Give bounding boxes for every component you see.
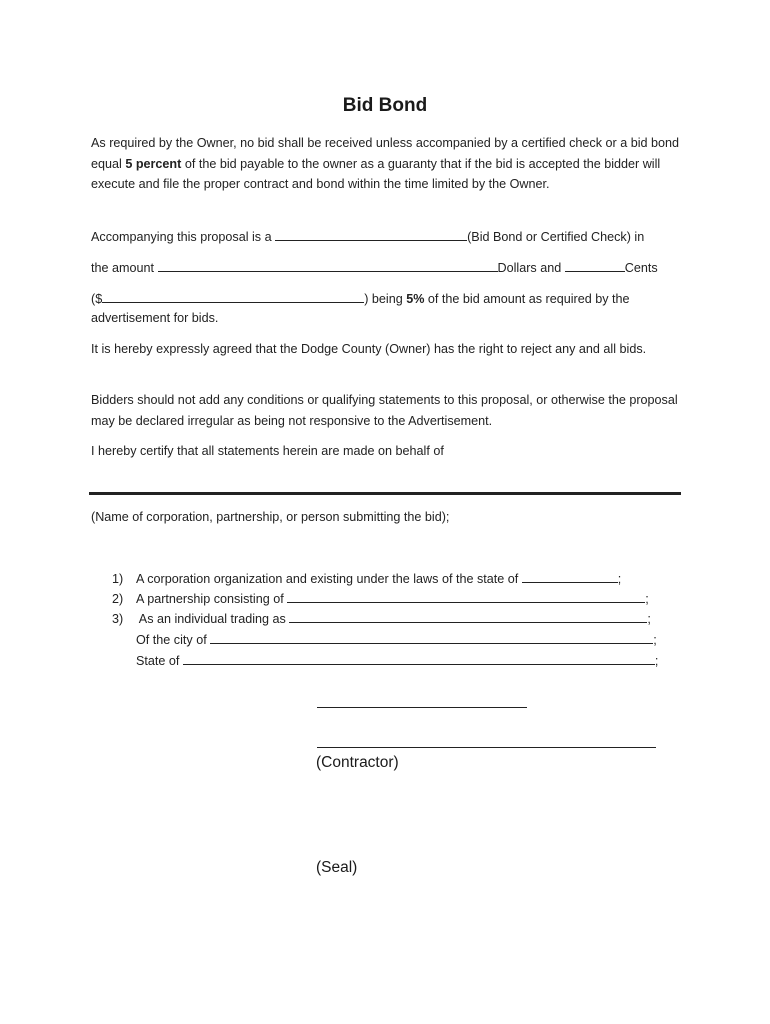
state-end: ; xyxy=(654,654,659,668)
list-text: A corporation organization and existing under the laws of the state of xyxy=(136,572,522,586)
requirement-text-b: of the bid payable to the owner as a guaranty that if the bid is accepted the bidder will execute and file the proper contract and bond within the time limited by the Owner. xyxy=(91,156,661,191)
amount-line xyxy=(91,257,658,278)
bidder-name-field[interactable] xyxy=(89,492,681,495)
conditions-paragraph: Bidders should not add any conditions or qualifying statements to this proposal, or otherwise the proposal may be declared irregular as being not responsive to the Advertisement. xyxy=(91,393,678,428)
accompanying-line xyxy=(91,226,644,247)
list-item xyxy=(112,608,651,629)
city-field[interactable] xyxy=(210,629,653,644)
accompanying-label: Accompanying this proposal is a xyxy=(91,230,276,244)
trading-as-field[interactable] xyxy=(289,608,647,623)
city-end: ; xyxy=(653,633,657,647)
contractor-name-line[interactable] xyxy=(317,747,656,748)
cents-label: Cents xyxy=(624,261,658,275)
five-percent: 5% xyxy=(406,292,425,306)
city-label: Of the city of xyxy=(136,633,211,647)
amount-label: the amount xyxy=(91,261,158,275)
list-end: ; xyxy=(645,592,649,606)
list-item xyxy=(112,568,621,589)
amount-figure-line xyxy=(91,288,630,309)
reject-paragraph: It is hereby expressly agreed that the Dodge County (Owner) has the right to reject any and all bids. xyxy=(91,342,647,356)
dollars-and-label: Dollars and xyxy=(497,261,565,275)
list-item xyxy=(112,588,649,609)
page-title: Bid Bond xyxy=(342,95,428,116)
bond-type-hint: (Bid Bond or Certified Check) in xyxy=(467,230,645,244)
advertisement-line: advertisement for bids. xyxy=(91,311,219,325)
state-label: State of xyxy=(136,654,183,668)
requirement-text-a: As required by the Owner, no bid shall be received unless accompanied by a certified check or a bid bond equal xyxy=(91,136,680,171)
list-number: 3) xyxy=(112,612,124,626)
cents-field[interactable] xyxy=(565,257,625,272)
contractor-label: (Contractor) xyxy=(316,754,399,771)
dollar-open: ($ xyxy=(91,292,103,306)
list-number: 1) xyxy=(112,572,124,586)
signature-line[interactable] xyxy=(317,707,527,708)
list-text: A partnership consisting of xyxy=(136,592,288,606)
certify-line: I hereby certify that all statements herein are made on behalf of xyxy=(91,444,444,458)
city-line xyxy=(136,629,657,650)
being-label: ) being xyxy=(364,292,407,306)
dollars-words-field[interactable] xyxy=(158,257,498,272)
list-end: ; xyxy=(617,572,622,586)
bond-type-field[interactable] xyxy=(275,226,467,241)
bid-amount-text: of the bid amount as required by the xyxy=(424,292,630,306)
dollar-figure-field[interactable] xyxy=(102,288,364,303)
list-end: ; xyxy=(647,612,651,626)
name-caption: (Name of corporation, partnership, or person submitting the bid); xyxy=(91,510,450,524)
partnership-field[interactable] xyxy=(287,588,645,603)
corporation-state-field[interactable] xyxy=(522,568,618,583)
state-line xyxy=(136,650,658,671)
list-number: 2) xyxy=(112,592,124,606)
requirement-paragraph xyxy=(91,133,686,195)
state-field[interactable] xyxy=(183,650,655,665)
seal-label: (Seal) xyxy=(316,859,358,876)
list-text: As an individual trading as xyxy=(136,612,290,626)
requirement-percent: 5 percent xyxy=(125,156,182,171)
